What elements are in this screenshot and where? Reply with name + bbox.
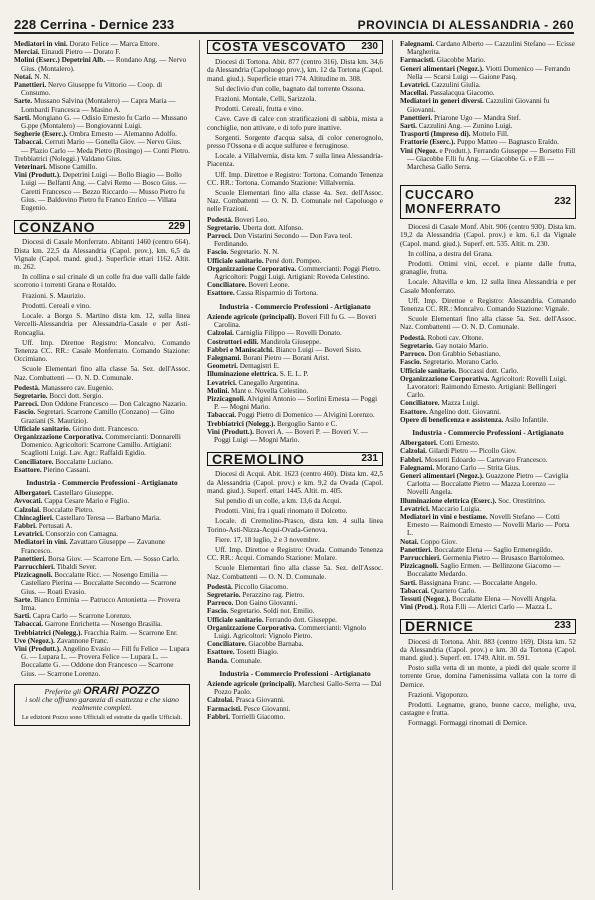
description-paragraph: Sorgenti. Sorgente d'acqua salsa, di color cenerognolo, presso l'Ossona e di acque sulfuree e ferruginose. <box>207 133 383 151</box>
directory-entry: Costruttori edili. Mandirola Giuseppe. <box>207 337 321 346</box>
description-paragraph: Locale. a Borgo S. Martino dista km. 12, sulla linea Vercelli-Alessandria per Alessandria-Casale e per Asti-Roncaglia. <box>14 312 190 337</box>
directory-entry: Esattore. Pierino Cassani. <box>14 465 91 474</box>
description-paragraph: Uff. Imp. Direttoe Registro: Moncalvo. Comando Tenenza CC. RR.: Casale Monferrato. Comando Stazione: Occimiano. <box>14 338 190 364</box>
directory-entry: Geometri. Demagistri E. <box>207 362 280 371</box>
town-name: CUCCARO MONFERRATO <box>405 188 502 217</box>
directory-entry: Panettieri. Priarone Ugo — Mandra Stef. <box>400 113 521 122</box>
directory-entry: Sarte. Bianco Erminia — Patrucco Antonietta — Provera Irma. <box>14 595 181 612</box>
description-paragraph: Diocesi di Acqui. Abit. 1623 (centro 460). Dista km. 42,5 da Alessandria (Capol. prov.) e km. 9,2 da Ovada (Capol. mand. giud.). Superf. ettari 1445. Altit. m. 405. <box>207 470 383 495</box>
directory-entry: Fascio. Segretario. Morano Carlo. <box>400 358 499 367</box>
directory-entry: Trebbiatrici (Nolegg.). Fracchia Raim. — Scarrone Enr. <box>14 628 178 637</box>
cremolino-description <box>207 470 383 580</box>
directory-entry: Esattore. Angelino dott. Giovanni. <box>400 407 501 416</box>
directory-entry: Aziende agricole (principali). Marchesi Gallo-Serra — Dal Pozzo Paolo. <box>207 680 382 697</box>
column-3 <box>400 40 576 890</box>
directory-entry: Illuminazione elettrica. S. E. L. P. <box>207 370 309 379</box>
town-header-conzano <box>14 220 190 234</box>
directory-entry: Calzolai. Carniglia Filippo — Rovelli Donato. <box>207 329 342 338</box>
directory-entry: Parrucchieri. Tibaldi Sever. <box>14 562 97 571</box>
directory-entry: Tabaccai. Quartero Carlo. <box>400 586 476 595</box>
directory-entry: Esattore. Tosetti Biagio. <box>207 648 279 657</box>
description-paragraph: Scuole Elementari fino alla classe 5a. Sez. dell'Assoc. Naz. Combattenti — O. N. D. Comunale. <box>14 365 190 382</box>
section-heading: Industria - Commercio Professioni - Artigianato <box>219 301 371 311</box>
description-paragraph: Prodotti. Cereali, frutta e vino. <box>215 105 304 114</box>
directory-entry: Segretario. Gay notaio Mario. <box>400 341 489 350</box>
description-paragraph: Scuole Elementari fino alla classe 5a. Sez. dell'Assoc. Naz. Combattenti — O. N. D. Comunale. <box>400 315 576 332</box>
cremolino-continued <box>400 40 576 171</box>
conzano-industry <box>14 489 190 678</box>
directory-entry: Pizzicagnoli. Alvigini Antonio — Sorlini Ernesta — Poggi P. — Mogni Mario. <box>207 394 378 412</box>
directory-entry: Aziende agricole (principali). Boveri Fill fu G. — Boveri Carolina. <box>207 312 377 330</box>
conzano-officials <box>14 384 190 474</box>
directory-entry: Segherie (Eserc.). Ombra Ernesto — Alemanno Adolfo. <box>14 130 177 139</box>
description-paragraph: Diocesi di Tortona. Abit. 877 (centro 316). Dista km. 34,6 da Alessandria (Capoluogo prov.), km. 12 da Tortona (Capol. mand. giud.). Superficie ettari 774. Altitudine m. 308. <box>207 58 383 83</box>
directory-entry: Trebbiatrici (Noleggi.) Valdano Gius. <box>14 154 122 163</box>
conzano-description <box>14 238 190 381</box>
directory-entry: Segretario. Uberta dott. Alfonso. <box>207 223 304 232</box>
directory-entry: Organizzazione Corporativa. Agricoltori: Rovelli Luigi. Lavoratori: Raimondo Ernesto. Artigiani: Bellingeri Carlo. <box>400 374 567 400</box>
orari-pozzo-ad <box>14 684 190 726</box>
directory-entry: Chincaglieri. Castellaro Teresa — Barbano Maria. <box>14 513 161 522</box>
ad-small: Le edizioni Pozzo sono Ufficiali ed estratte da quelle Ufficiali. <box>21 714 183 722</box>
description-paragraph: Sul declivio d'un colle, bagnato dal torrente Ossona. <box>215 84 366 93</box>
directory-entry: Generi alimentari (Negoz.). Viotti Domenico — Ferrando Nella — Scarsi Luigi — Gaione Pasq. <box>400 64 571 81</box>
town-header-dernice <box>400 619 576 633</box>
page-header <box>14 10 574 34</box>
description-paragraph: Cave. Cave di calce con stratificazioni di sabbia, mista a conchiglie, non attivate, e di tofo pure inattive. <box>207 115 383 132</box>
description-paragraph: Prodotti. Vini, fra i quali rinomato il Dolcetto. <box>215 507 348 516</box>
description-paragraph: Diocesi di Tortona. Abit. 883 (centro 169). Dista km. 52 da Alessandria (Capol. prov.) e km. 30 da Tortona (Capol. mand. giud.). Superf. ett. 1749. Altit. m. 591. <box>400 637 576 662</box>
description-paragraph: Frazioni. S. Maurizio. <box>22 291 86 300</box>
costa-description <box>207 58 383 213</box>
cuccaro-description <box>400 223 576 331</box>
directory-entry: Sarti. Mongiano G. — Odisio Ernesto fu Carlo — Mussano G.ppe (Montalero) — Bongiovanni Luigi. <box>14 113 188 131</box>
directory-entry: Levatrici. Canegallo Argentina. <box>207 378 300 387</box>
directory-entry: Macellai. Passalacqua Giacomo. <box>400 89 495 98</box>
directory-entry: Podestà. Manassero cav. Eugenio. <box>14 383 114 392</box>
town-header-cremolino <box>207 452 383 466</box>
directory-entry: Fabbri e Maniscalchi. Bianco Luigi — Boveri Sisto. <box>207 345 362 354</box>
directory-entry: Vini (Prod.). Rota F.lli — Alerici Carlo — Mazza L. <box>400 603 553 612</box>
header-left: 228 Cerrina - Dernice 233 <box>14 17 175 32</box>
directory-entry: Farmacisti. Pesce Giovanni. <box>207 704 291 713</box>
town-header-costa-vescovato <box>207 40 383 54</box>
directory-entry: Ufficiale sanitario. Girino dott. Francesco. <box>14 424 139 433</box>
description-paragraph: Diocesi di Casale Monferrato. Abitanti 1460 (centro 664). Dista km. 22,5 da Alessandria (Capol. prov.), km. 6,5 da Vignale (Capol. mand. giud.). Superficie ettari 1162. Altit. m. 262. <box>14 238 190 272</box>
cremolino-industry <box>207 680 383 721</box>
directory-entry: Calzolai. Prasca Giovanni. <box>207 696 285 705</box>
column-2 <box>207 40 383 890</box>
directory-entry: Falegnami. Borani Pietro — Borani Arist. <box>207 353 330 362</box>
town-name: DERNICE <box>405 618 474 635</box>
directory-entry: Ufficiale sanitario. Ferrando dott. Giuseppe. <box>207 615 337 624</box>
town-number: 232 <box>554 196 571 208</box>
description-paragraph: Fiere. 17, 18 luglio, 2 e 3 novembre. <box>215 535 320 544</box>
directory-entry: Vini (Negoz. e Produtt.). Ferrando Giuseppe — Borsetto Fill — Giacobbe F.lli fu Ang. — Giacobbe G. e F.lli — Marchesa Gallo Serra. <box>400 146 576 172</box>
ad-line1: Preferite gli <box>44 686 82 696</box>
directory-entry: Vini (Produtt.). Angelino Evasio — Fill fu Felice — Lupara G. — Lupara L. — Provera Felice — Lupara L. — Boccalatte G. — Oddone don Francesco — Scarrone Gius. — Scarrone Lorenzo. <box>14 645 190 678</box>
directory-entry: Frattorie (Eserc.). Puppo Matteo — Bagnasco Eraldo. <box>400 138 559 147</box>
directory-entry: Parrucchieri. Germenia Pietro — Brusasco Bartolomeo. <box>400 553 565 562</box>
directory-entry: Fascio. Segretari. Scarrone Camillo (Conzano) — Gino Graziani (S. Maurizio). <box>14 408 175 425</box>
dernice-description <box>400 638 576 728</box>
town-name: COSTA VESCOVATO <box>212 40 347 54</box>
cuccaro-industry <box>400 439 576 611</box>
directory-entry: Fascio. Segretario. N. N. <box>207 248 280 257</box>
section-heading: Industria - Commercio Professioni - Artigianato <box>219 668 371 678</box>
directory-entry: Opere di beneficenza e assistenza. Asilo Infantile. <box>400 415 549 424</box>
directory-entry: Ufficiale sanitario. Pené dott. Pompeo. <box>207 256 322 265</box>
directory-entry: Conciliatore. Mazza Luigi. <box>400 399 480 408</box>
ad-line2: i soli che offrano garanzia di esattezza e che siano realmente completi. <box>25 695 179 713</box>
description-paragraph: Scuole Elementari fino alla classe 5a. Sez. dell'Assoc. Naz. Combattenti — O. N. D. Comunale. <box>207 564 383 581</box>
description-paragraph: Uff. Imp. Direttoe e Registro: Alessandria. Comando Tenenza CC. RR.: Moncalvo. Comando Stazione: Vignale. <box>400 296 576 314</box>
directory-entry: Fabbri. Torrielli Giacomo. <box>207 712 286 721</box>
directory-entry: Notai. Coppo Giov. <box>400 537 458 546</box>
directory-entry: Esattore. Cassa Risparmio di Tortona. <box>207 289 319 298</box>
description-paragraph: Sul pendio di un colle, a km. 13,6 da Acqui. <box>215 496 342 505</box>
directory-entry: Molini (Eserc.) Depetrini Alb. — Rondano Ang. — Nervo Gius. (Montalero). <box>14 56 187 73</box>
directory-entry: Podestà. Roboti cav. Oltone. <box>400 333 484 342</box>
directory-entry: Calzolai. Gilardi Pietro — Picollo Giov. <box>400 447 517 456</box>
town-number: 233 <box>554 620 571 632</box>
directory-entry: Pizzicagnoli. Saglio Ermen. — Bellinzone Giacomo — Boccalatte Medardo. <box>400 562 561 579</box>
directory-entry: Mediatori in vini e bestiame. Novelli Stefano — Cotti Ernesto — Raimondi Ernesto — Novelli Mario — Porta L. <box>400 512 570 538</box>
directory-entry: Calzolai. Boccalatte Pietro. <box>14 505 94 514</box>
directory-entry: Notai. N. N. <box>14 72 51 81</box>
cuccaro-officials <box>400 334 576 424</box>
directory-entry: Conciliatore. Giacobbe Barnaba. <box>207 640 304 649</box>
directory-entry: Sarti. Capra Carlo — Scarrone Lorenzo. <box>14 612 132 621</box>
directory-entry: Farmacisti. Giacobbe Mario. <box>400 56 486 65</box>
directory-entry: Sarte. Mussano Salvina (Montalero) — Capra Maria — Lombardi Francesca — Masino A. <box>14 97 176 114</box>
column-rule <box>392 40 393 890</box>
directory-entry: Tessuti (Negoz.). Boccalatte Elena — Novelli Angela. <box>400 594 557 603</box>
directory-entry: Parroco. Don Grabbio Sebastiano. <box>400 350 501 359</box>
description-paragraph: Posto sulla vetta di un monte, a piedi del quale scorre il torrente Grue, domina l'amenissima vallata con la torre di Dernice. <box>400 664 576 689</box>
directory-entry: Segretario. Perazzino rag. Pietro. <box>207 590 305 599</box>
directory-entry: Vini (Produtt.). Boveri A. — Boveri P. — Boveri V. — Poggi Luigi — Mogni Mario. <box>207 427 368 444</box>
description-paragraph: Uff. Imp. Direttoe e Registro: Tortona. Comando Tenenza CC. RR.: Tortona. Comando Stazione: Villalvernia. <box>207 170 383 187</box>
directory-entry: Mediatori in vini. Zavattaro Giuseppe — Zavanone Francesco. <box>14 538 166 555</box>
directory-entry: Sarti. Cazzulini Ang. — Zunino Luigi. <box>400 122 513 131</box>
directory-entry: Veterinari. Misone Camillo. <box>14 163 98 172</box>
directory-entry: Sarti. Bassignana Franc. — Boccalatte Angelo. <box>400 578 537 587</box>
section-heading: Industria - Commercio Professioni - Artigianato <box>412 427 564 437</box>
description-paragraph: Frazioni. Vigoponzo. <box>408 690 469 699</box>
town-name: CONZANO <box>19 219 96 236</box>
column-1 <box>14 40 190 890</box>
directory-entry: Mediatori in generi diversi. Cazzulini Giovanni fu Giovanni. <box>400 97 550 114</box>
directory-entry: Organizzazione Corporativa. Commercianti: Vignolo Luigi. Agricoltori: Vignolo Pietro. <box>207 623 367 640</box>
directory-entry: Tabaccai. Cerruti Mario — Gonella Giov. — Nervo Gius. — Plazio Carlo — Meda Pietro (Rosingo) — Conti Pietro. <box>14 138 190 155</box>
directory-entry: Parroco. Don Gaino Giovanni. <box>207 599 298 608</box>
directory-entry: Levatrici. Cazzulini Giulia. <box>400 81 481 90</box>
directory-entry: Levatrici. Consorzio con Camagna. <box>14 530 119 539</box>
directory-entry: Fascio. Segretario. Soldi not. Emilio. <box>207 607 315 616</box>
directory-entry: Organizzazione Corporativa. Commercianti: Donnarelli Domenico. Agricoltori: Scarrone Camillo. Artigiani: Scaglìotti Luigi. Lav. Agr.: Raffaldi Egidio. <box>14 432 181 458</box>
description-paragraph: Diocesi di Casale Monf. Abit. 906 (centro 930). Dista km. 19,2 da Alessandria (Capol. prov.) e km. 6,1 da Vignale (Capol. mand. giud.). Superf. ett. 535. Altit. m. 230. <box>400 223 576 248</box>
directory-entry: Ufficiale sanitario. Boccassi dott. Carlo. <box>400 366 519 375</box>
directory-entry: Molini. Mant e. Novella Celestino. <box>207 386 309 395</box>
directory-entry: Banda. Comunale. <box>207 656 262 665</box>
directory-entry: Tabaccai. Garrone Enrichetta — Nosengo Brasilia. <box>14 620 163 629</box>
town-number: 231 <box>361 453 378 465</box>
description-paragraph: Formaggi. Formaggi rinomati di Dernice. <box>408 719 528 728</box>
cerrina-continued <box>14 40 190 212</box>
description-paragraph: In collina e sul crinale di un colle fra due valli dalle falde scorrono i torrenti Grana e Rotaldo. <box>14 273 190 290</box>
column-rule <box>199 40 200 890</box>
directory-entry: Generi alimentari (Negoz.). Guazzone Pietro — Caviglia Carlotta — Boccalatte Pietro — Mazza Lorenzo — Novelli Angela. <box>400 471 569 497</box>
directory-entry: Panettieri. Nervo Giuseppe fu Vittorio — Coop. di Consumo. <box>14 81 163 98</box>
town-number: 230 <box>361 41 378 52</box>
directory-entry: Tabaccai. Poggi Pietro di Domenico — Alvigini Lorenzo. <box>207 411 375 420</box>
directory-entry: Podestà. Piccollo Giacomo. <box>207 582 289 591</box>
directory-entry: Merciai. Einaudi Pietro — Dorato F. <box>14 48 121 57</box>
directory-entry: Albergatori. Castellaro Giuseppe. <box>14 489 114 498</box>
description-paragraph: Frazioni. Montale, Celli, Sarizzola. <box>215 95 317 104</box>
description-paragraph: Locale. Altavilla e km. 12 sulla linea Alessandria e per Casale Monferrato. <box>400 278 576 295</box>
description-paragraph: Locale. a Villalvernia, dista km. 7 sulla linea Alessandria-Piacenza. <box>207 152 383 169</box>
description-paragraph: Locale. di Cremolino-Prasco, dista km. 4 sulla linea Torino-Asti-Nizza-Acqui-Ovada-Genova. <box>207 517 383 534</box>
directory-entry: Pizzicagnoli. Boccalatte Ricc. — Nosengo Emilia — Castellaro Pierina — Boccalatte Secondo — Scarrone Gius. — Roati Evasio. <box>14 571 177 596</box>
directory-entry: Uve (Negoz.). Zavannone Franc. <box>14 636 109 645</box>
description-paragraph: Prodotti. Legname, grano, buone cacce, melighe, uva, castagne e frutta. <box>400 701 576 718</box>
directory-entry: Mediatori in vini. Dorato Felice — Marca Ettore. <box>14 40 160 48</box>
directory-entry: Trasporti (Impreso di). Mottelo Fill. <box>400 130 509 139</box>
town-header-cuccaro <box>400 185 576 219</box>
cremolino-officials <box>207 583 383 665</box>
directory-entry: Avvocati. Cappa Cesare Mario e Figlio. <box>14 497 130 506</box>
directory-entry: Parroci. Don Oddone Francesco — Don Calcagno Nazario. <box>14 400 187 409</box>
description-paragraph: Prodotti. Ottimi vini, eccel. e piante dalle frutta, granaglie, frutta. <box>400 260 576 277</box>
directory-entry: Trebbiatrici (Nolegg.). Bergoglio Santo e C. <box>207 419 338 428</box>
directory-entry: Parroci. Don Vistarini Secondo — Don Fava teol. Ferdinando. <box>207 232 353 249</box>
directory-entry: Vini (Produtt.). Depetrini Luigi — Bollo Biagio — Bollo Luigi — Belfanti Ang. — Calvi Remo — Bosco Gius. — Caretti Francesco — Bezzo Riccardo — Musso Pietro fu Gius. — Baldovino Pietro fu Franco Enrico — Villata Eugenio. <box>14 171 187 213</box>
directory-entry: Organizzazione Corporativa. Commercianti: Poggi Pietro. Agricoltori: Poggi Luigi. Artigiani: Roveda Celestino. <box>207 264 381 282</box>
costa-industry <box>207 313 383 444</box>
directory-entry: Conciliatore. Boccalatte Luciano. <box>14 457 113 466</box>
directory-entry: Illuminazione elettrica (Eserc.). Soc. Orestitrino. <box>400 496 546 505</box>
directory-entry: Levatrici. Maccario Luigia. <box>400 504 482 513</box>
directory-entry: Panettieri. Borsa Giov. — Scarrone Ern. — Sosso Carlo. <box>14 554 180 563</box>
town-number: 229 <box>168 221 185 233</box>
directory-entry: Segretario. Bocci dott. Sergio. <box>14 391 104 400</box>
directory-entry: Panettieri. Boccalatte Elena — Saglio Ermenegildo. <box>400 545 553 554</box>
ad-brand: ORARI POZZO <box>83 684 160 697</box>
directory-entry: Fabbri. Mossetti Edoardo — Cartevaro Francesco. <box>400 455 548 464</box>
description-paragraph: Scuole Elementari fino alla classe 4a. Sez. dell'Assoc. Naz. Combattenti — O. N. D. Comunale nel Capoluogo e nelle Frazioni. <box>207 189 383 214</box>
town-name: CREMOLINO <box>212 451 305 468</box>
costa-officials <box>207 216 383 298</box>
header-right: PROVINCIA DI ALESSANDRIA - 260 <box>357 18 574 32</box>
description-paragraph: Uff. Imp. Direttoe e Registro: Ovada. Comando Tenenza CC. RR.: Acqui. Comando Stazione: Molare. <box>207 545 383 563</box>
description-paragraph: Prodotti. Cereali e vino. <box>22 301 91 310</box>
section-heading: Industria - Commercio Professioni - Artigianato <box>26 477 178 487</box>
directory-entry: Falegnami. Morano Carlo — Strita Gius. <box>400 463 520 472</box>
description-paragraph: In collina, a destra del Grana. <box>408 249 493 258</box>
directory-entry: Falegnami. Cardano Alberto — Cazzulini Stefano — Ecisse Margherita. <box>400 40 575 57</box>
directory-entry: Albergatori. Cotti Ernesto. <box>400 439 480 448</box>
directory-entry: Fabbri. Pertusati A. <box>14 521 73 530</box>
directory-entry: Conciliatore. Boveri Leone. <box>207 281 290 290</box>
directory-entry: Podestà. Boveri Leo. <box>207 215 269 224</box>
